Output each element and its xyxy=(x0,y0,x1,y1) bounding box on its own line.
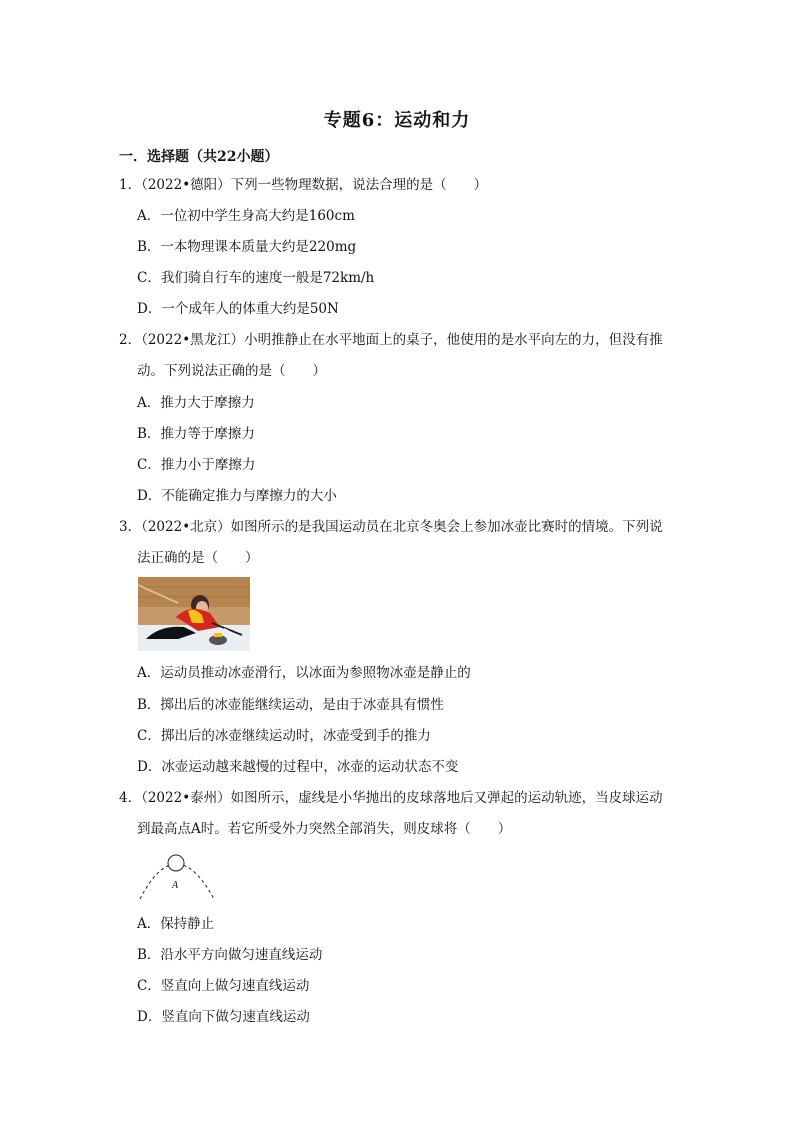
question-4-option-d: D．竖直向下做匀速直线运动 xyxy=(137,1009,310,1025)
ball-trajectory-diagram xyxy=(138,851,218,901)
question-4-option-c: C．竖直向上做匀速直线运动 xyxy=(137,978,310,994)
page-title: 专题6：运动和力 xyxy=(323,110,471,131)
question-3-option-c: C．掷出后的冰壶继续运动时，冰壶受到手的推力 xyxy=(137,728,431,744)
question-2-option-c: C．推力小于摩擦力 xyxy=(137,457,256,473)
question-3-stem-line-2: 法正确的是（ ） xyxy=(137,550,259,566)
question-2-option-d: D．不能确定推力与摩擦力的大小 xyxy=(137,488,337,504)
question-1-option-d: D．一个成年人的体重大约是50N xyxy=(137,301,339,317)
curling-athlete-photo xyxy=(138,577,250,651)
question-4-option-b: B．沿水平方向做匀速直线运动 xyxy=(137,947,323,963)
question-2-option-b: B．推力等于摩擦力 xyxy=(137,426,255,442)
point-a-label: A xyxy=(172,880,179,891)
question-3-stem-line-1: 3．（2022•北京）如图所示的是我国运动员在北京冬奥会上参加冰壶比赛时的情境。下列说 xyxy=(119,519,663,535)
question-4-stem-line-2: 到最高点A时。若它所受外力突然全部消失，则皮球将（ ） xyxy=(137,821,512,837)
section-heading: 一．选择题（共22小题） xyxy=(119,149,279,165)
question-1-option-b: B．一本物理课本质量大约是220mg xyxy=(137,239,357,255)
question-1-option-c: C．我们骑自行车的速度一般是72km/h xyxy=(137,270,375,286)
question-2-stem-line-1: 2．（2022•黑龙江）小明推静止在水平地面上的桌子，他使用的是水平向左的力，但没有推 xyxy=(119,332,663,348)
question-1-stem: 1．（2022•德阳）下列一些物理数据，说法合理的是（ ） xyxy=(119,177,488,193)
question-2-stem-line-2: 动。下列说法正确的是（ ） xyxy=(137,363,326,379)
question-2-option-a: A．推力大于摩擦力 xyxy=(137,395,255,411)
question-4-stem-line-1: 4．（2022•泰州）如图所示，虚线是小华抛出的皮球落地后又弹起的运动轨迹，当皮球运动 xyxy=(119,790,663,806)
question-3-option-d: D．冰壶运动越来越慢的过程中，冰壶的运动状态不变 xyxy=(137,759,459,775)
question-1-option-a: A．一位初中学生身高大约是160cm xyxy=(137,208,355,224)
question-4-option-a: A．保持静止 xyxy=(137,916,215,932)
question-3-option-a: A．运动员推动冰壶滑行，以冰面为参照物冰壶是静止的 xyxy=(137,665,471,681)
question-3-option-b: B．掷出后的冰壶能继续运动，是由于冰壶具有惯性 xyxy=(137,697,444,713)
